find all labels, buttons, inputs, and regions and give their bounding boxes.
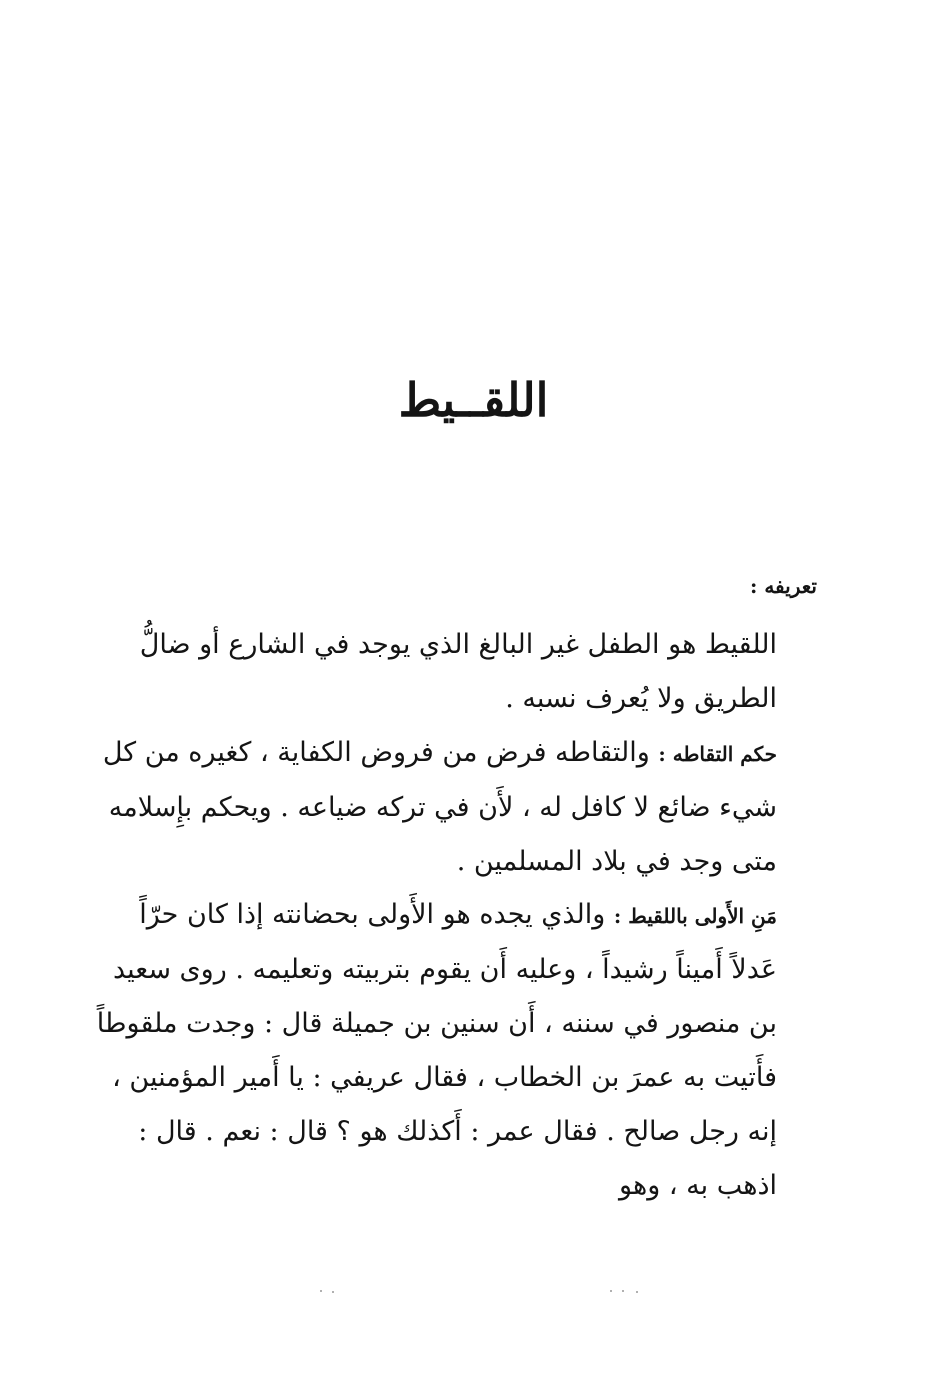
custody-paragraph xyxy=(87,888,817,1213)
scan-speck xyxy=(622,1290,624,1292)
ruling-text: والتقاطه فرض من فروض الكفاية ، كغيره من كل شيء ضائع لا كافل له ، لأَن في تركه ضياعه . ويحكم بإِسلامه متى وجد في بلاد المسلمين . xyxy=(102,737,777,877)
definition-heading: تعريفه : xyxy=(749,574,817,598)
scan-speck xyxy=(332,1291,334,1293)
definition-text: اللقيط هو الطفل غير البالغ الذي يوجد في الشارع أو ضالُّ الطريق ولا يُعرف نسبه . xyxy=(139,629,777,714)
scan-speck xyxy=(610,1290,612,1292)
ruling-term: حكم التقاطه : xyxy=(658,742,777,766)
scan-speck xyxy=(320,1290,322,1292)
scan-specks xyxy=(310,1288,660,1294)
custody-text: والذي يجده هو الأَولى بحضانته إذا كان حرّاً عَدلاً أَميناً رشيداً ، وعليه أَن يقوم بتربيته وتعليمه . روى سعيد بن منصور في سننه ، أَن سنين بن جميلة قال : وجدت ملقوطاً فأَتيت به عمرَ بن الخطاب ، فقال عريفي : يا أَمير المؤمنين ، إنه رجل صالح . فقال عمر : أَكذلك هو ؟ قال : نعم . قال : اذهب به ، وهو xyxy=(96,899,777,1201)
ruling-paragraph xyxy=(87,726,817,889)
custody-term: مَنِ الأَولى باللقيط : xyxy=(613,904,777,928)
chapter-title: اللقــيط xyxy=(398,373,549,427)
scan-speck xyxy=(636,1291,638,1293)
definition-paragraph xyxy=(87,618,817,726)
